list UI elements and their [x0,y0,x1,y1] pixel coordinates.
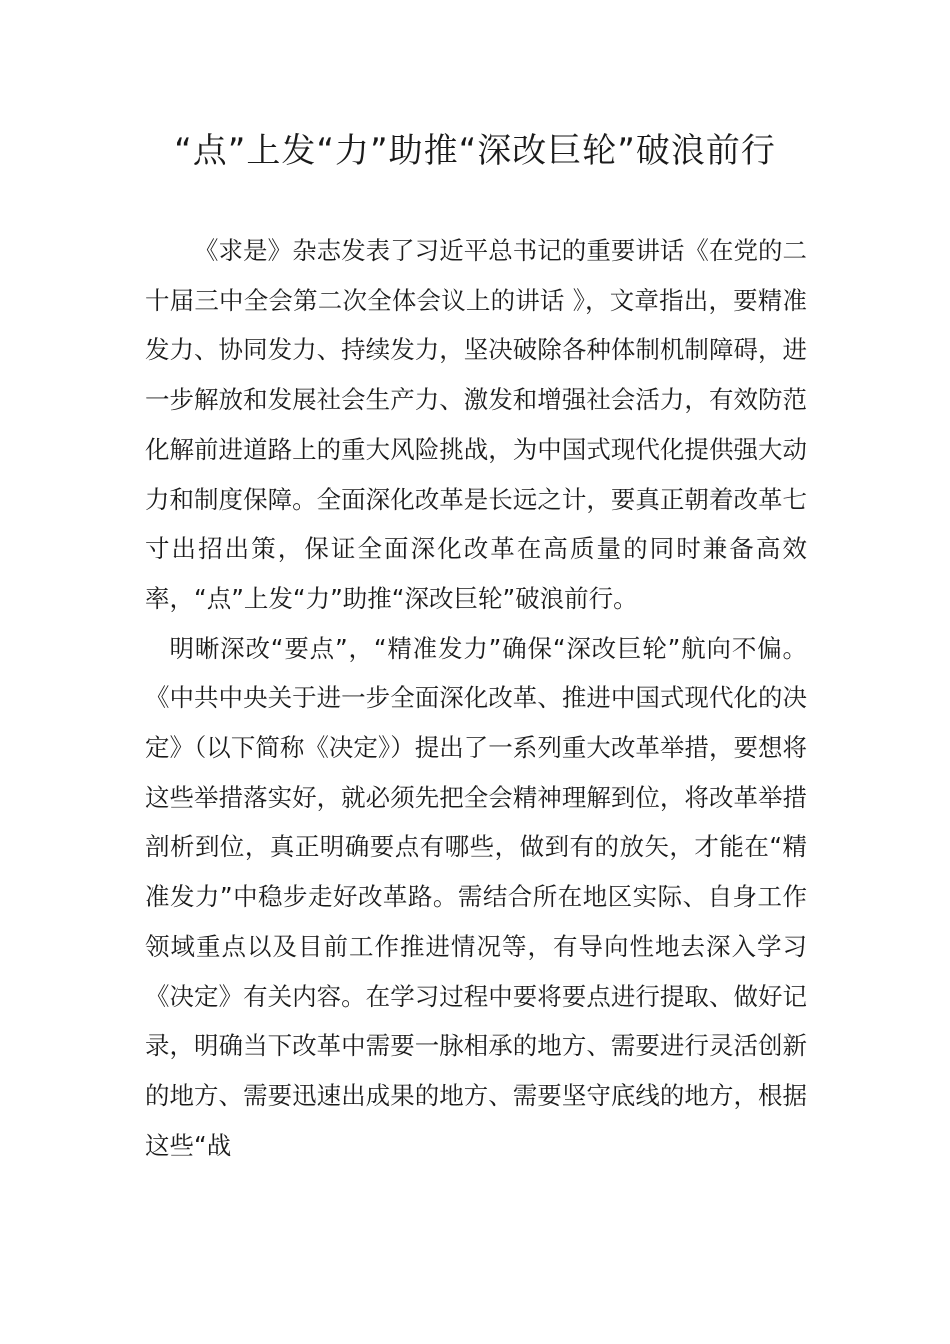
document-body [145,226,807,1170]
document-title: “点”上发“力”助推“深改巨轮”破浪前行 [174,131,776,171]
paragraph-key-points: 明晰深改“要点”，“精准发力”确保“深改巨轮”航向不偏。《中共中央关于进一步全面深化改革、推进中国式现代化的决定》（以下简称《决定》）提出了一系列重大改革举措，要想将这些举措落实好，就必须先把全会精神理解到位，将改革举措剖析到位，真正明确要点有哪些，做到有的放矢，才能在“精准发力”中稳步走好改革路。需结合所在地区实际、自身工作领域重点以及目前工作推进情况等，有导向性地去深入学习《决定》有关内容。在学习过程中要将要点进行提取、做好记录，明确当下改革中需要一脉相承的地方、需要进行灵活创新的地方、需要迅速出成果的地方、需要坚守底线的地方，根据这些“战 [145,633,807,1160]
paragraph-intro: 《求是》杂志发表了习近平总书记的重要讲话《在党的二十届三中全会第二次全体会议上的讲话 》，文章指出，要精准发力、协同发力、持续发力，坚决破除各种体制机制障碍，进一步解放和发展社会生产力、激发和增强社会活力，有效防范化解前进道路上的重大风险挑战，为中国式现代化提供强大动力和制度保障。全面深化改革是长远之计，要真正朝着改革七寸出招出策，保证全面深化改革在高质量的同时兼备高效率，“点”上发“力”助推“深改巨轮”破浪前行。 [145,236,807,613]
